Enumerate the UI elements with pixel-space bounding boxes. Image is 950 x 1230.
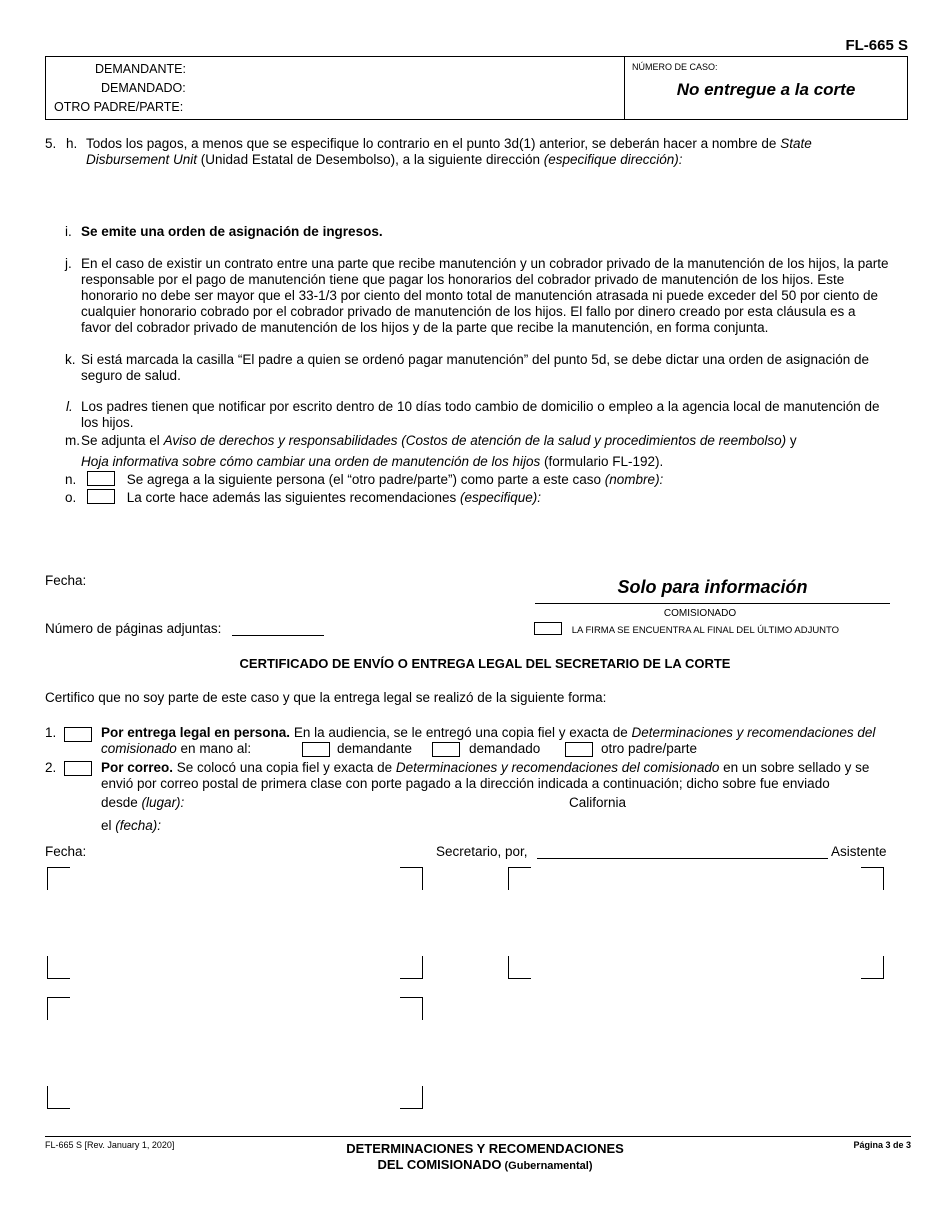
- other-parent-label: OTRO PADRE/PARTE:: [54, 100, 184, 114]
- item-m-line2: Hoja informativa sobre cómo cambiar una orden de manutención de los hijos (formulario FL-192).: [81, 454, 664, 469]
- cert-item-1-number: 1.: [45, 725, 57, 740]
- cert-item-2-text: Por correo. Se colocó una copia fiel y exacta de Determinaciones y recomendaciones del comisionado en un sobre sellado y se envió por correo postal de primera clase con porte pagado a la dirección indicada a continuación; dicho sobre fue enviado: [101, 760, 870, 791]
- petitioner-label: DEMANDANTE:: [95, 62, 186, 76]
- address-block-2-corner-tr: [861, 867, 884, 890]
- item-o-letter: o.: [65, 490, 77, 505]
- item-n-letter: n.: [65, 472, 77, 487]
- address-block-3-corner-br: [400, 1086, 423, 1109]
- item-m-line1: Se adjunta el Aviso de derechos y responsabilidades (Costos de atención de la salud y procedimientos de reembolso) y: [81, 433, 797, 448]
- item-h-text: Todos los pagos, a menos que se especifique lo contrario en el punto 3d(1) anterior, se deberán hacer a nombre de State Disbursement Unit (Unidad Estatal de Desembolso), a la siguiente dirección (especifique dirección):: [86, 136, 812, 167]
- served-petitioner-label: demandante: [337, 741, 413, 756]
- footer-revision: FL-665 S [Rev. January 1, 2020]: [45, 1140, 175, 1150]
- commissioner-label: COMISIONADO: [663, 608, 737, 619]
- item-m-letter: m.: [65, 433, 80, 448]
- served-other-parent-label: otro padre/parte: [601, 741, 698, 756]
- served-other-parent-checkbox[interactable]: [565, 742, 593, 757]
- mailed-from-label: desde (lugar):: [101, 795, 185, 810]
- item-o-checkbox[interactable]: [87, 489, 115, 504]
- address-block-1-corner-bl: [47, 956, 70, 979]
- signature-attached-row: LA FIRMA SE ENCUENTRA AL FINAL DEL ÚLTIMO ADJUNTO: [534, 621, 839, 636]
- case-number-value: No entregue a la corte: [676, 80, 856, 99]
- item-number-5: 5.: [45, 136, 57, 151]
- address-block-2-corner-br: [861, 956, 884, 979]
- item-o-row: La corte hace además las siguientes recomendaciones (especifique):: [87, 489, 541, 505]
- case-number-label: NÚMERO DE CASO:: [632, 62, 718, 72]
- pages-attached-line[interactable]: [232, 635, 324, 636]
- item-h-letter: h.: [66, 136, 78, 151]
- deputy-label: Asistente: [831, 844, 887, 859]
- served-respondent-checkbox[interactable]: [432, 742, 460, 757]
- clerk-signature-line[interactable]: [537, 858, 828, 859]
- address-block-1-corner-br: [400, 956, 423, 979]
- served-respondent-label: demandado: [469, 741, 541, 756]
- item-n-row: Se agrega a la siguiente persona (el “otro padre/parte”) como parte a este caso (nombre):: [87, 471, 663, 487]
- address-block-1-corner-tr: [400, 867, 423, 890]
- certificate-intro: Certifico que no soy parte de este caso y que la entrega legal se realizó de la siguiente forma:: [45, 690, 607, 705]
- mailed-state: California: [569, 795, 627, 810]
- respondent-label: DEMANDADO:: [101, 81, 186, 95]
- item-k-text: Si está marcada la casilla “El padre a quien se ordenó pagar manutención” del punto 5d, se debe dictar una orden de asignación de seguro de salud.: [81, 352, 870, 383]
- address-block-1-corner-tl: [47, 867, 70, 890]
- item-n-checkbox[interactable]: [87, 471, 115, 486]
- address-block-2-corner-bl: [508, 956, 531, 979]
- clerk-date-label: Fecha:: [45, 844, 87, 859]
- item-l-letter: l.: [66, 399, 73, 414]
- info-only-text: Solo para información: [617, 577, 808, 597]
- clerk-label: Secretario, por,: [436, 844, 528, 859]
- cert-item-1-checkbox[interactable]: [64, 727, 92, 742]
- pages-attached-label: Número de páginas adjuntas:: [45, 621, 222, 636]
- item-j-text: En el caso de existir un contrato entre una parte que recibe manutención y un cobrador privado de la manutención de los hijos, la parte responsable por el pago de manutención tiene que pagar los honorarios del cobrador privado de manutención de los hijos. Este honorario no debe ser mayor que el 33-1/3 por ciento del monto total de manutención atrasada ni puede exceder del 50 por ciento de cualquier honorario cobrado por el cobrador privado de manutención de los hijos. El fallo por dinero creado por esta cláusula es a favor del cobrador privado de manutención de los hijos y de la parte que recibe la manutención, en forma conjunta.: [81, 256, 889, 335]
- footer-rule: [45, 1136, 911, 1137]
- item-j-letter: j.: [65, 256, 72, 271]
- form-id: FL-665 S: [845, 37, 908, 54]
- address-block-3-corner-tr: [400, 997, 423, 1020]
- served-petitioner-checkbox[interactable]: [302, 742, 330, 757]
- commissioner-signature-line: [535, 603, 890, 604]
- cert-item-1-text: Por entrega legal en persona. En la audiencia, se le entregó una copia fiel y exacta de Determinaciones y recomendaciones del comisionado en mano al:: [101, 725, 876, 756]
- footer-page-number: Página 3 de 3: [853, 1140, 911, 1150]
- certificate-title: CERTIFICADO DE ENVÍO O ENTREGA LEGAL DEL SECRETARIO DE LA CORTE: [239, 656, 731, 671]
- address-block-3-corner-tl: [47, 997, 70, 1020]
- footer-title-2: DEL COMISIONADO (Gubernamental): [377, 1157, 593, 1172]
- case-number-divider: [624, 57, 625, 119]
- item-i-letter: i.: [65, 224, 72, 239]
- signature-date-label: Fecha:: [45, 573, 87, 588]
- item-i-text: Se emite una orden de asignación de ingresos.: [81, 224, 383, 239]
- cert-item-2-checkbox[interactable]: [64, 761, 92, 776]
- signature-attached-checkbox[interactable]: [534, 622, 562, 635]
- footer-title-1: DETERMINACIONES Y RECOMENDACIONES: [346, 1141, 624, 1156]
- item-l-text: Los padres tienen que notificar por escrito dentro de 10 días todo cambio de domicilio o empleo a la agencia local de manutención de los hijos.: [81, 399, 880, 430]
- caption-box: [45, 56, 908, 120]
- item-k-letter: k.: [65, 352, 76, 367]
- mailed-on-label: el (fecha):: [101, 818, 162, 833]
- address-block-3-corner-bl: [47, 1086, 70, 1109]
- address-block-2-corner-tl: [508, 867, 531, 890]
- cert-item-2-number: 2.: [45, 760, 57, 775]
